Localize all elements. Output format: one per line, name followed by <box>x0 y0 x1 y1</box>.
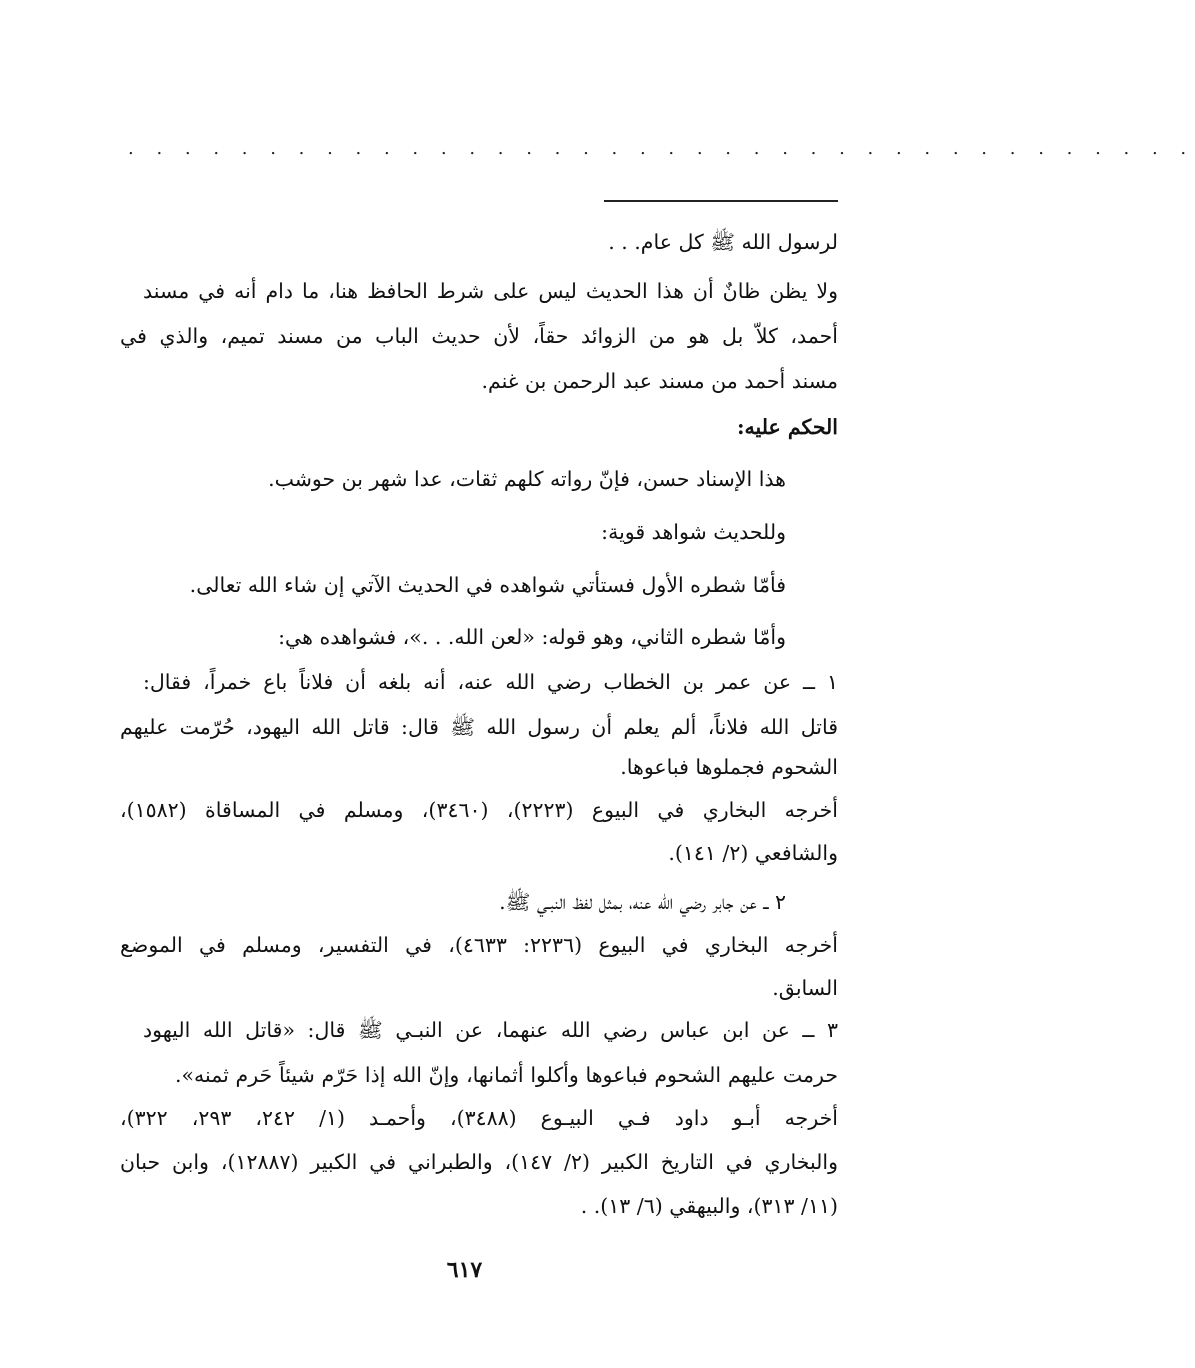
ruling-heading: الحكم عليه: <box>736 415 838 439</box>
ruling-text: هذا الإسناد حسن، فإنّ رواته كلهم ثقات، عدا شهر بن حوشب. <box>268 467 786 491</box>
witness-1-source-line-2: والشافعي (٢/ ١٤١). <box>668 841 838 865</box>
first-part-text: فأمّا شطره الأول فستأتي شواهده في الحديث الآتي إن شاء الله تعالى. <box>189 573 786 597</box>
remark-line-2: أحمد، كلاّ بل هو من الزوائد حقاً، لأن حديث الباب من مسند تميم، والذي في <box>120 324 838 348</box>
witness-2-text: ٢ ــ عن جابر رضي الله عنه، بمثل لفظ النبـي ﷺ. <box>499 890 786 914</box>
second-part-text: وأمّا شطره الثاني، وهو قوله: «لعن الله. . .»، فشواهده هي: <box>278 625 786 649</box>
witness-3-source-line-3: (١١/ ٣١٣)، والبيهقي (٦/ ١٣). . <box>580 1194 838 1218</box>
witness-2-source-line-2: السابق. <box>772 976 838 1000</box>
page-number: ٦١٧ <box>446 1257 483 1283</box>
footnote-continuation: لرسول الله ﷺ كل عام. . . <box>608 230 838 254</box>
footnote-rule <box>604 200 838 202</box>
witness-1-line-2: قاتل الله فلاناً، ألم يعلم أن رسول الله ﷺ قال: قاتل الله اليهود، حُرّمت عليهم <box>120 715 838 739</box>
remark-line-1: ولا يظن ظانٌ أن هذا الحديث ليس على شرط الحافظ هنا، ما دام أنه في مسند <box>143 279 838 303</box>
witness-1-source-line-1: أخرجه البخاري في البيوع (٢٢٢٣)، (٣٤٦٠)، ومسلم في المساقاة (١٥٨٢)، <box>120 798 838 822</box>
witness-3-source-line-1: أخرجه أبـو داود فـي البيـوع (٣٤٨٨)، وأحمـد (١/ ٢٤٢، ٢٩٣، ٣٢٢)، <box>120 1106 839 1130</box>
witness-1-line-1: ١ ــ عن عمر بن الخطاب رضي الله عنه، أنه بلغه أن فلاناً باع خمراً، فقال: <box>143 670 838 694</box>
witness-3-line-1: ٣ ــ عن ابن عباس رضي الله عنهما، عن النبـي ﷺ قال: «قاتل الله اليهود <box>143 1018 838 1042</box>
witness-1-line-3: الشحوم فجملوها فباعوها. <box>620 755 838 779</box>
remark-line-3: مسند أحمد من مسند عبد الرحمن بن غنم. <box>481 369 838 393</box>
witnesses-intro: وللحديث شواهد قوية: <box>601 520 786 544</box>
witness-3-source-line-2: والبخاري في التاريخ الكبير (٢/ ١٤٧)، والطبراني في الكبير (١٢٨٨٧)، وابن حبان <box>120 1150 838 1174</box>
witness-2-source-line-1: أخرجه البخاري في البيوع (٢٢٣٦: ٤٦٣٣)، في التفسير، ومسلم في الموضع <box>120 933 838 957</box>
dotted-separator: . . . . . . . . . . . . . . . . . . . . . . . . . . . . . . . . . . . . . . <box>128 138 1195 159</box>
witness-3-line-2: حرمت عليهم الشحوم فباعوها وأكلوا أثمانها، وإنّ الله إذا حَرّم شيئاً حَرم ثمنه». <box>175 1063 838 1087</box>
